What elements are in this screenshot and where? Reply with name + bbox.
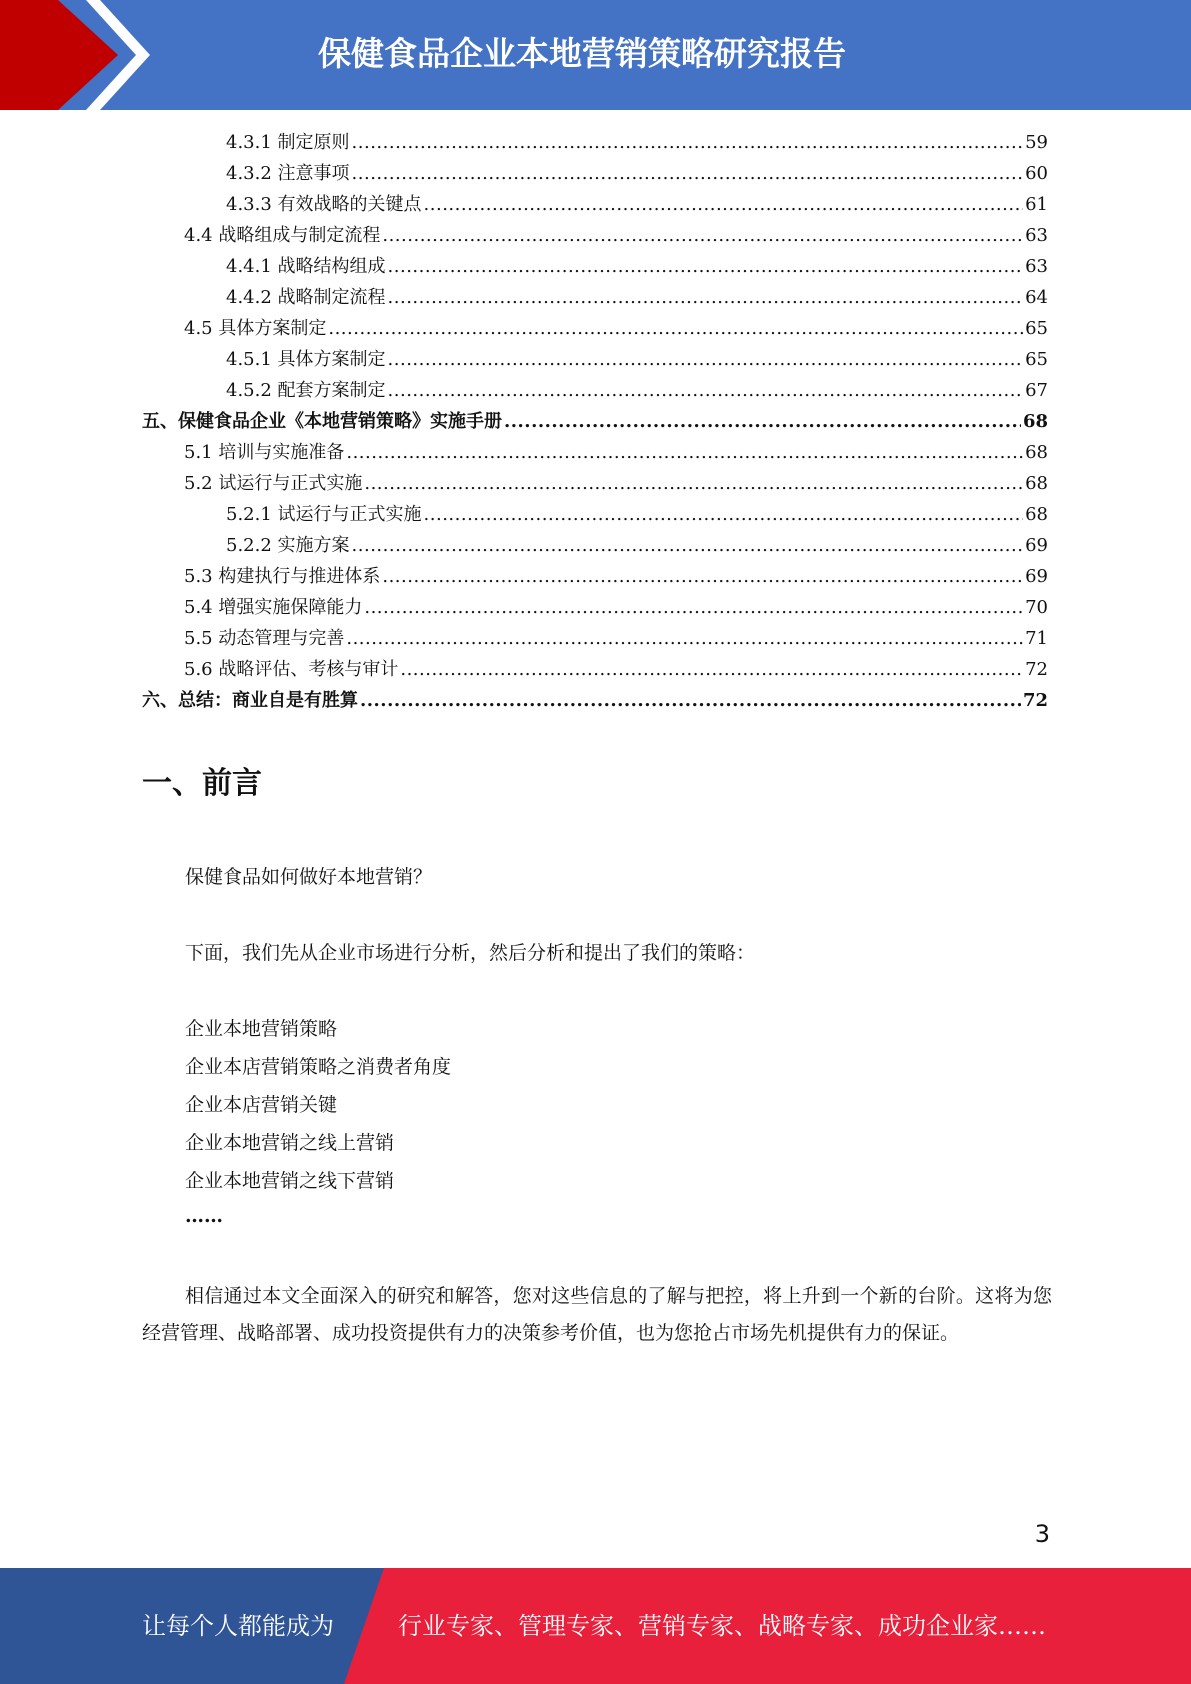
- list-item: 企业本地营销之线上营销: [185, 1132, 395, 1154]
- toc-entry[interactable]: [226, 499, 1048, 530]
- toc-leader-dots: [352, 127, 1024, 158]
- toc-leader-dots: [352, 158, 1024, 189]
- footer-slogan-left: 让每个人都能成为: [142, 1612, 334, 1640]
- toc-leader-dots: [388, 282, 1024, 313]
- closing-paragraph: 相信通过本文全面深入的研究和解答，您对这些信息的了解与把控，将上升到一个新的台阶。这将为您经营管理、战略部署、成功投资提供有力的决策参考价值，也为您抢占市场先机提供有力的保证。: [142, 1285, 1052, 1344]
- toc-entry-page: 63: [1025, 256, 1048, 277]
- toc-entry-title: 5.6 战略评估、考核与审计: [184, 659, 399, 680]
- toc-entry[interactable]: [184, 561, 1048, 592]
- toc-entry-title: 4.4.1 战略结构组成: [226, 256, 386, 277]
- toc-entry-page: 64: [1025, 287, 1048, 308]
- toc-entry-page: 60: [1025, 163, 1048, 184]
- toc-entry-title: 4.3.2 注意事项: [226, 163, 350, 184]
- toc-entry-title: 4.3.3 有效战略的关键点: [226, 194, 422, 215]
- toc-entry[interactable]: [226, 375, 1048, 406]
- toc-entry-title: 4.5.2 配套方案制定: [226, 380, 386, 401]
- page-number: 3: [1034, 1520, 1050, 1548]
- toc-entry-page: 69: [1025, 566, 1048, 587]
- toc-entry-title: 5.2.1 试运行与正式实施: [226, 504, 422, 525]
- toc-entry[interactable]: [184, 654, 1048, 685]
- toc-entry[interactable]: [226, 189, 1048, 220]
- toc-leader-dots: [388, 251, 1024, 282]
- toc-entry-page: 67: [1025, 380, 1048, 401]
- toc-entry-page: 65: [1025, 349, 1048, 370]
- toc-leader-dots: [388, 344, 1024, 375]
- footer-slogan-right: 行业专家、管理专家、营销专家、战略专家、成功企业家……: [398, 1612, 1046, 1640]
- toc-leader-dots: [424, 189, 1024, 220]
- list-item: 企业本地营销之线下营销: [185, 1170, 395, 1192]
- toc-entry[interactable]: [184, 623, 1048, 654]
- section-question: 保健食品如何做好本地营销？: [185, 866, 433, 888]
- toc-entry-page: 72: [1025, 659, 1048, 680]
- toc-entry-title: 4.4 战略组成与制定流程: [184, 225, 381, 246]
- report-footer: [0, 1568, 1191, 1684]
- toc-entry-title: 4.5.1 具体方案制定: [226, 349, 386, 370]
- toc-entry-title: 5.2 试运行与正式实施: [184, 473, 363, 494]
- toc-leader-dots: [346, 437, 1023, 468]
- list-item: 企业本店营销关键: [185, 1094, 338, 1116]
- toc-entry[interactable]: [226, 158, 1048, 189]
- toc-entry[interactable]: [184, 592, 1048, 623]
- toc-entry-page: 69: [1025, 535, 1048, 556]
- toc-leader-dots: [360, 685, 1021, 716]
- toc-entry-title: 5.4 增强实施保障能力: [184, 597, 363, 618]
- toc-entry-title: 六、总结：商业自是有胜算: [142, 690, 358, 711]
- toc-leader-dots: [364, 592, 1023, 623]
- toc-entry-title: 5.3 构建执行与推进体系: [184, 566, 381, 587]
- toc-leader-dots: [400, 654, 1023, 685]
- toc-chapter-entry[interactable]: [142, 406, 1048, 437]
- list-item: 企业本店营销策略之消费者角度: [185, 1056, 452, 1078]
- report-title: 保健食品企业本地营销策略研究报告: [318, 34, 846, 73]
- list-ellipsis: ……: [185, 1205, 223, 1227]
- toc-entry-page: 65: [1025, 318, 1048, 339]
- toc-leader-dots: [352, 530, 1024, 561]
- toc-entry-title: 五、保健食品企业《本地营销策略》实施手册: [142, 411, 502, 432]
- toc-leader-dots: [388, 375, 1024, 406]
- toc-entry-page: 61: [1025, 194, 1048, 215]
- toc-entry-title: 5.1 培训与实施准备: [184, 442, 345, 463]
- toc-entry-page: 71: [1025, 628, 1048, 649]
- toc-entry-title: 5.5 动态管理与完善: [184, 628, 345, 649]
- toc-entry-title: 4.3.1 制定原则: [226, 132, 350, 153]
- toc-chapter-entry[interactable]: [142, 685, 1048, 716]
- toc-entry-page: 72: [1022, 690, 1048, 711]
- toc-leader-dots: [382, 220, 1023, 251]
- toc-entry[interactable]: [226, 127, 1048, 158]
- toc-entry-title: 4.4.2 战略制定流程: [226, 287, 386, 308]
- toc-entry-title: 5.2.2 实施方案: [226, 535, 350, 556]
- report-header: [0, 0, 1191, 110]
- toc-leader-dots: [504, 406, 1021, 437]
- toc-entry[interactable]: [226, 282, 1048, 313]
- toc-entry-page: 68: [1025, 504, 1048, 525]
- toc-leader-dots: [346, 623, 1023, 654]
- toc-entry-page: 63: [1025, 225, 1048, 246]
- toc-entry[interactable]: [184, 437, 1048, 468]
- toc-entry-page: 68: [1025, 442, 1048, 463]
- toc-entry-title: 4.5 具体方案制定: [184, 318, 327, 339]
- section-intro: 下面，我们先从企业市场进行分析，然后分析和提出了我们的策略：: [185, 942, 756, 964]
- toc-entry-page: 68: [1022, 411, 1048, 432]
- toc-leader-dots: [328, 313, 1023, 344]
- toc-entry[interactable]: [226, 344, 1048, 375]
- toc-entry[interactable]: [226, 530, 1048, 561]
- list-item: 企业本地营销策略: [185, 1018, 338, 1040]
- toc-entry[interactable]: [226, 251, 1048, 282]
- toc-entry[interactable]: [184, 313, 1048, 344]
- toc-entry[interactable]: [184, 220, 1048, 251]
- toc-entry-page: 68: [1025, 473, 1048, 494]
- toc-leader-dots: [364, 468, 1023, 499]
- toc-leader-dots: [424, 499, 1024, 530]
- toc-entry-page: 70: [1025, 597, 1048, 618]
- toc-entry[interactable]: [184, 468, 1048, 499]
- toc-entry-page: 59: [1025, 132, 1048, 153]
- toc-leader-dots: [382, 561, 1023, 592]
- section-heading: 一、前言: [142, 766, 262, 801]
